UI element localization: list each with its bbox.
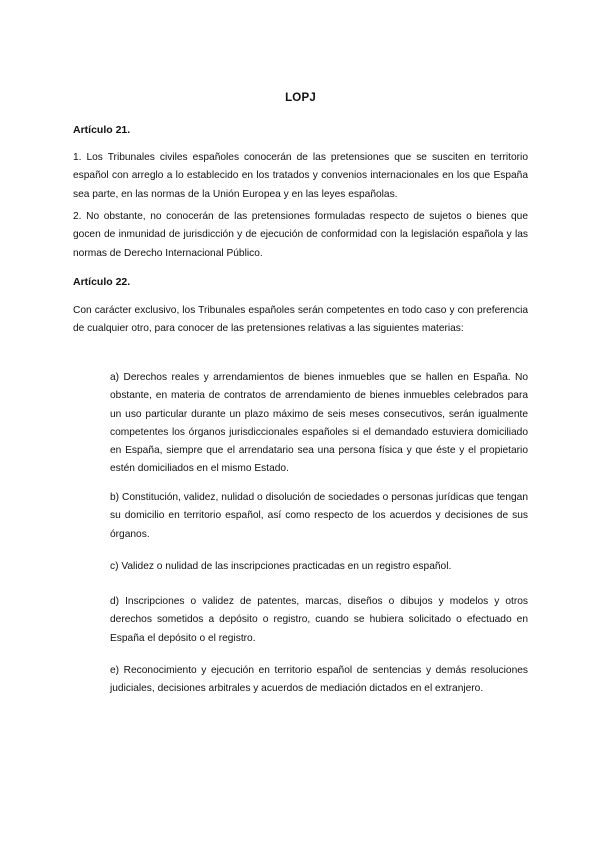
article-21-paragraph-1: 1. Los Tribunales civiles españoles conocerán de las pretensiones que se susciten en territorio español con arreglo a lo establecido en los tratados y convenios internacionales en los que España sea parte, en las normas de la Unión Europea y en las leyes españolas. bbox=[73, 152, 528, 200]
article-21-paragraph-2: 2. No obstante, no conocerán de las pretensiones formuladas respecto de sujetos o bienes que gocen de inmunidad de jurisdicción y de ejecución de conformidad con la legislación española y las normas de Derecho Internacional Público. bbox=[73, 211, 528, 259]
list-item-e: e) Reconocimiento y ejecución en territorio español de sentencias y demás resoluciones judiciales, decisiones arbitrales y acuerdos de mediación dictados en el extranjero. bbox=[110, 665, 528, 695]
list-item-d: d) Inscripciones o validez de patentes, marcas, diseños o dibujos y modelos y otros derechos sometidos a depósito o registro, cuando se hubiera solicitado o efectuado en España el depósito o el registro. bbox=[110, 596, 528, 644]
article-22-heading: Artículo 22. bbox=[73, 276, 131, 288]
list-item-a: a) Derechos reales y arrendamientos de bienes inmuebles que se hallen en España. No obstante, en materia de contratos de arrendamiento de bienes inmuebles celebrados para un uso particular durante un plazo máximo de seis meses consecutivos, serán igualmente competentes los órganos jurisdiccionales españoles si el demandado estuviera domiciliado en España, siempre que el arrendatario sea una persona física y que éste y el propietario estén domiciliados en el mismo Estado. bbox=[110, 372, 528, 475]
article-22-intro: Con carácter exclusivo, los Tribunales españoles serán competentes en todo caso y con preferencia de cualquier otro, para conocer de las pretensiones relativas a las siguientes materias: bbox=[73, 305, 528, 335]
list-item-c: c) Validez o nulidad de las inscripciones practicadas en un registro español. bbox=[110, 561, 452, 572]
document-title: LOPJ bbox=[285, 92, 316, 104]
article-21-heading: Artículo 21. bbox=[73, 124, 131, 136]
document-page bbox=[73, 0, 528, 848]
list-item-b: b) Constitución, validez, nulidad o disolución de sociedades o personas jurídicas que tengan su domicilio en territorio español, así como respecto de los acuerdos y decisiones de sus órganos. bbox=[110, 492, 528, 540]
